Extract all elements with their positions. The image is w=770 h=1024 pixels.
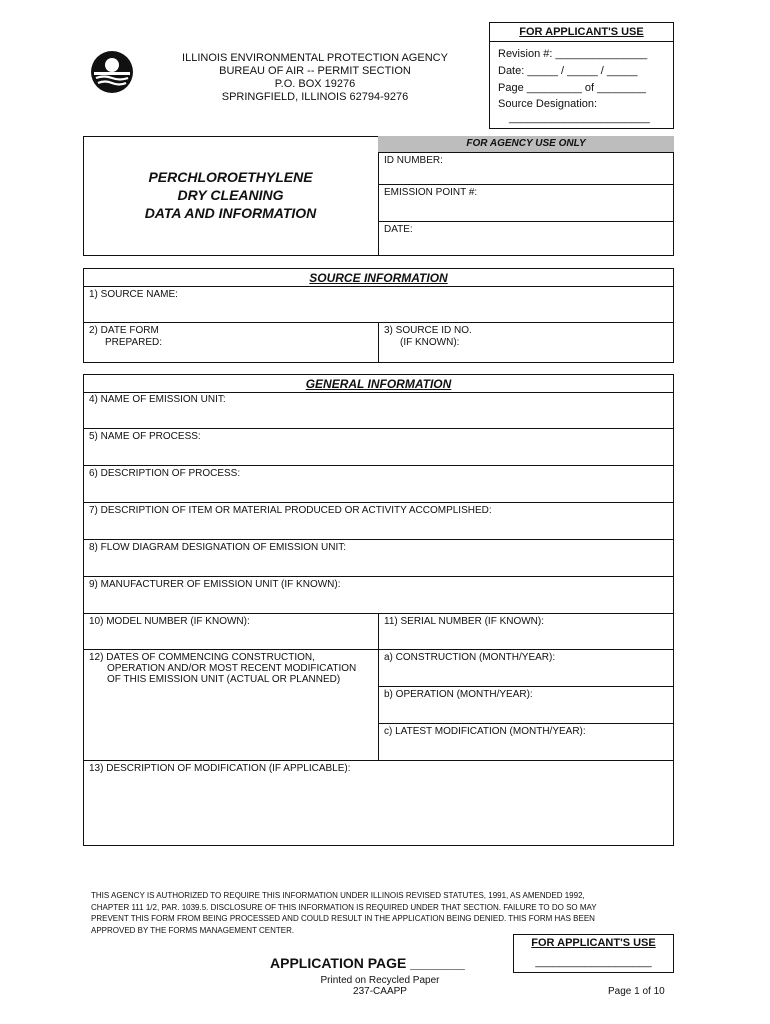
serial-number-field[interactable]: 11) SERIAL NUMBER (IF KNOWN): bbox=[384, 616, 545, 627]
agency-line: BUREAU OF AIR -- PERMIT SECTION bbox=[219, 65, 411, 77]
form-code: 237-CAAPP bbox=[353, 986, 407, 997]
revision-field[interactable]: Revision #: _______________ bbox=[498, 48, 648, 60]
emission-unit-name-field[interactable]: 4) NAME OF EMISSION UNIT: bbox=[89, 394, 226, 405]
source-info-title: SOURCE INFORMATION bbox=[309, 271, 448, 285]
divider bbox=[83, 392, 674, 393]
disclaimer-line: PREVENT THIS FORM FROM BEING PROCESSED AND COULD RESULT IN THE APPLICATION BEING DENIED. THIS FORM HAS BEEN bbox=[91, 914, 595, 923]
divider bbox=[83, 465, 674, 466]
disclaimer bbox=[91, 890, 671, 936]
agency-header bbox=[170, 52, 460, 104]
bottom-applicant-field[interactable]: ___________________ bbox=[535, 956, 652, 968]
general-info-section bbox=[83, 374, 674, 846]
dates-label-2: OPERATION AND/OR MOST RECENT MODIFICATION bbox=[107, 663, 357, 674]
agency-use-title: FOR AGENCY USE ONLY bbox=[466, 138, 586, 149]
bottom-applicant-title: FOR APPLICANT'S USE bbox=[531, 937, 656, 949]
agency-line: P.O. BOX 19276 bbox=[274, 78, 356, 90]
item-description-field[interactable]: 7) DESCRIPTION OF ITEM OR MATERIAL PRODUCED OR ACTIVITY ACCOMPLISHED: bbox=[89, 505, 492, 516]
dates-label-3: OF THIS EMISSION UNIT (ACTUAL OR PLANNED) bbox=[107, 674, 341, 685]
form-title-line: DRY CLEANING bbox=[177, 187, 284, 203]
page-number: Page 1 of 10 bbox=[608, 986, 665, 997]
modification-date-field[interactable]: c) LATEST MODIFICATION (MONTH/YEAR): bbox=[384, 726, 586, 737]
date-form-label[interactable]: 2) DATE FORM bbox=[89, 325, 159, 336]
form-title-line: DATA AND INFORMATION bbox=[144, 205, 317, 221]
divider bbox=[83, 502, 674, 503]
divider bbox=[378, 322, 379, 363]
disclaimer-line: APPROVED BY THE FORMS MANAGEMENT CENTER. bbox=[91, 925, 295, 935]
disclaimer-line: CHAPTER 111 1/2, PAR. 1039.5. DISCLOSURE OF THIS INFORMATION IS REQUIRED UNDER THAT SECTION. FAILURE TO DO SO MAY bbox=[91, 902, 597, 912]
operation-date-field[interactable]: b) OPERATION (MONTH/YEAR): bbox=[384, 689, 533, 700]
agency-logo bbox=[90, 50, 134, 94]
divider bbox=[83, 649, 674, 650]
divider bbox=[83, 760, 674, 761]
divider bbox=[83, 539, 674, 540]
agency-line: ILLINOIS ENVIRONMENTAL PROTECTION AGENCY bbox=[182, 52, 448, 64]
agency-line: SPRINGFIELD, ILLINOIS 62794-9276 bbox=[221, 91, 409, 103]
divider bbox=[378, 723, 674, 724]
applicant-use-title: FOR APPLICANT'S USE bbox=[519, 26, 644, 38]
source-designation-field[interactable]: _______________________ bbox=[509, 112, 650, 124]
divider bbox=[83, 428, 674, 429]
date-form-label-2: PREPARED: bbox=[105, 337, 163, 348]
manufacturer-field[interactable]: 9) MANUFACTURER OF EMISSION UNIT (IF KNOWN): bbox=[89, 579, 341, 590]
process-name-field[interactable]: 5) NAME OF PROCESS: bbox=[89, 431, 201, 442]
divider bbox=[378, 686, 674, 687]
divider bbox=[489, 41, 674, 42]
model-number-field[interactable]: 10) MODEL NUMBER (IF KNOWN): bbox=[89, 616, 250, 627]
general-info-title: GENERAL INFORMATION bbox=[305, 377, 452, 391]
form-title-line: PERCHLOROETHYLENE bbox=[148, 169, 313, 185]
construction-date-field[interactable]: a) CONSTRUCTION (MONTH/YEAR): bbox=[384, 652, 556, 663]
process-description-field[interactable]: 6) DESCRIPTION OF PROCESS: bbox=[89, 468, 241, 479]
dates-label: 12) DATES OF COMMENCING CONSTRUCTION, bbox=[89, 652, 315, 663]
agency-date-label: DATE: bbox=[384, 224, 413, 235]
application-page-label: APPLICATION PAGE _______ bbox=[270, 955, 465, 971]
divider bbox=[378, 221, 674, 222]
divider bbox=[83, 286, 674, 287]
divider bbox=[83, 576, 674, 577]
emission-point-label: EMISSION POINT #: bbox=[384, 187, 478, 198]
recycled-note: Printed on Recycled Paper bbox=[320, 975, 440, 986]
date-field[interactable]: Date: _____ / _____ / _____ bbox=[498, 65, 638, 77]
source-name-field[interactable]: 1) SOURCE NAME: bbox=[89, 289, 178, 300]
modification-description-field[interactable]: 13) DESCRIPTION OF MODIFICATION (IF APPLICABLE): bbox=[89, 763, 351, 774]
form-title bbox=[83, 168, 378, 222]
page-field[interactable]: Page _________ of ________ bbox=[498, 82, 647, 94]
disclaimer-line: THIS AGENCY IS AUTHORIZED TO REQUIRE THIS INFORMATION UNDER ILLINOIS REVISED STATUTES, 1991, AS AMENDED 1992, bbox=[91, 891, 585, 900]
source-id-label-2: (IF KNOWN): bbox=[400, 337, 460, 348]
source-designation-label: Source Designation: bbox=[498, 98, 598, 110]
divider bbox=[378, 184, 674, 185]
divider bbox=[378, 136, 379, 256]
source-id-label[interactable]: 3) SOURCE ID NO. bbox=[384, 325, 472, 336]
id-number-label: ID NUMBER: bbox=[384, 155, 443, 166]
flow-diagram-field[interactable]: 8) FLOW DIAGRAM DESIGNATION OF EMISSION UNIT: bbox=[89, 542, 347, 553]
